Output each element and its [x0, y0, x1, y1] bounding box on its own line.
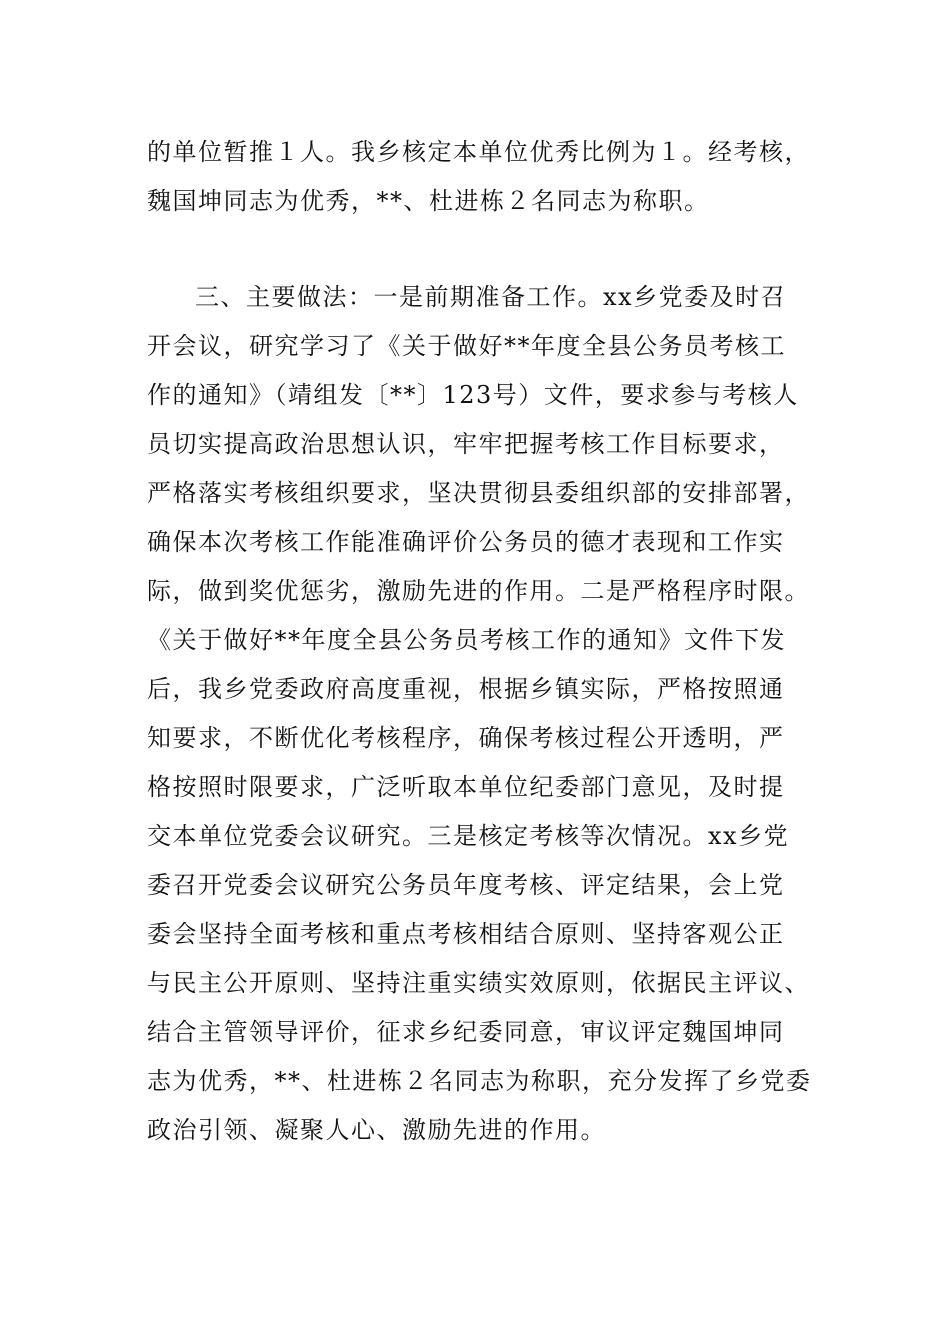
paragraph-2-line-14: 委会坚持全面考核和重点考核相结合原则、坚持客观公正 — [147, 920, 785, 948]
paragraph-2-line-9: 后，我乡党委政府高度重视，根据乡镇实际，严格按照通 — [147, 675, 785, 703]
paragraph-2-line-1: 三、主要做法：一是前期准备工作。xx乡党委及时召 — [195, 283, 787, 311]
paragraph-2-line-15: 与民主公开原则、坚持注重实绩实效原则，依据民主评议、 — [147, 969, 810, 997]
paragraph-2-line-2: 开会议，研究学习了《关于做好**年度全县公务员考核工 — [147, 332, 786, 360]
paragraph-2-line-3: 作的通知》（靖组发〔**〕123号）文件，要求参与考核人 — [147, 381, 799, 409]
paragraph-2-line-13: 委召开党委会议研究公务员年度考核、评定结果，会上党 — [147, 871, 785, 899]
paragraph-2-line-11: 格按照时限要求，广泛听取本单位纪委部门意见，及时提 — [147, 773, 785, 801]
paragraph-1-line-1: 的单位暂推１人。我乡核定本单位优秀比例为１。经考核， — [147, 138, 810, 166]
paragraph-1-line-2: 魏国坤同志为优秀，**、杜进栋２名同志为称职。 — [147, 187, 710, 215]
paragraph-2-line-17: 志为优秀，**、杜进栋２名同志为称职，充分发挥了乡党委 — [147, 1067, 812, 1095]
paragraph-2-line-12: 交本单位党委会议研究。三是核定考核等次情况。xx乡党 — [147, 822, 790, 850]
paragraph-2-line-10: 知要求，不断优化考核程序，确保考核过程公开透明，严 — [147, 724, 785, 752]
paragraph-2-line-18: 政治引领、凝聚人心、激励先进的作用。 — [147, 1116, 606, 1144]
paragraph-2-line-8: 《关于做好**年度全县公务员考核工作的通知》文件下发 — [147, 626, 786, 654]
paragraph-2-line-4: 员切实提高政治思想认识，牢牢把握考核工作目标要求， — [147, 430, 785, 458]
paragraph-2-line-7: 际，做到奖优惩劣，激励先进的作用。二是严格程序时限。 — [147, 577, 810, 605]
paragraph-2-line-6: 确保本次考核工作能准确评价公务员的德才表现和工作实 — [147, 528, 785, 556]
paragraph-2-line-5: 严格落实考核组织要求，坚决贯彻县委组织部的安排部署， — [147, 479, 810, 507]
paragraph-2-line-16: 结合主管领导评价，征求乡纪委同意，审议评定魏国坤同 — [147, 1018, 785, 1046]
